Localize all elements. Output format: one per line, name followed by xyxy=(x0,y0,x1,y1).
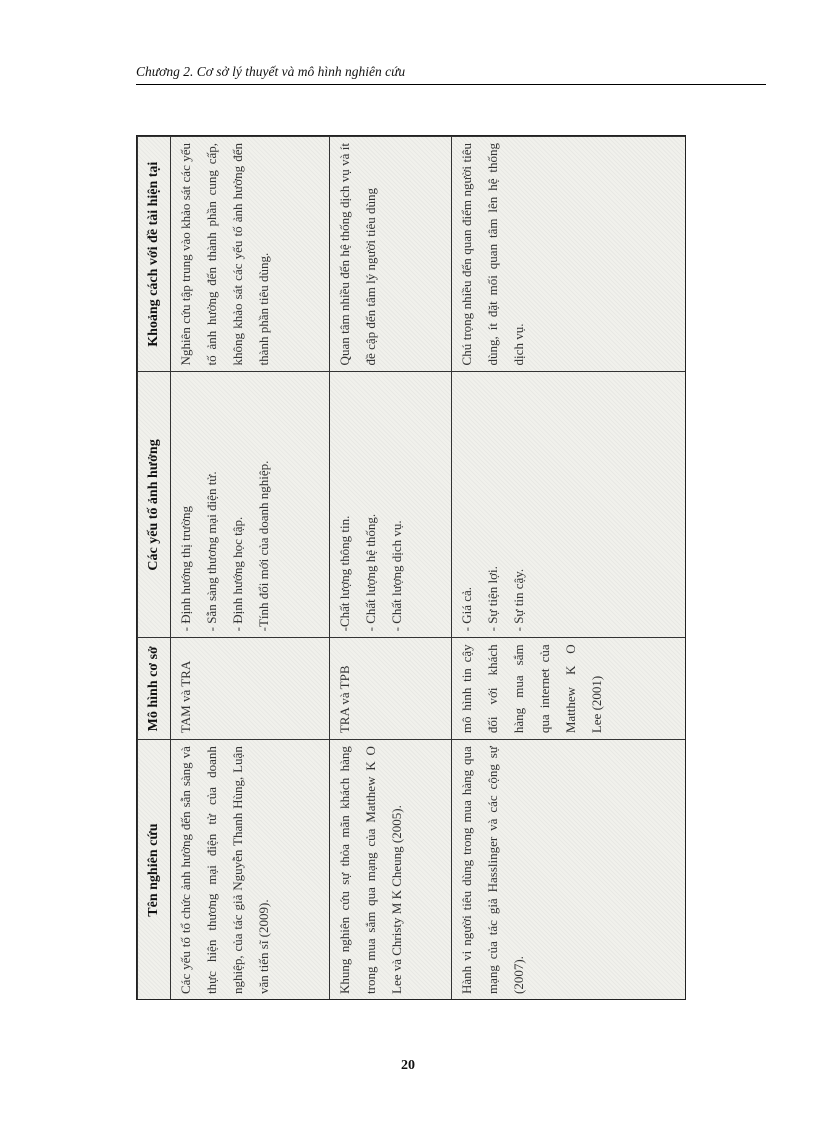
cell-base-model: mô hình tin cậy đối với khách hàng mua sắm qua internet của Matthew K O Lee (2001) xyxy=(451,638,686,740)
factor-item: - Định hướng học tập. xyxy=(230,516,245,632)
cell-factors xyxy=(451,372,686,638)
page-number: 20 xyxy=(401,1058,415,1073)
factor-item: -Tính đổi mới của doanh nghiệp. xyxy=(256,460,271,632)
literature-review-table xyxy=(137,136,686,1000)
table-row xyxy=(330,137,451,1001)
factor-item: -Chất lượng thông tin. xyxy=(337,515,353,632)
cell-base-model: TAM và TRA xyxy=(171,638,330,740)
factor-item: - Chất lượng dịch vụ. xyxy=(389,520,405,632)
table-header-row xyxy=(138,137,171,1001)
factor-item: - Chất lượng hệ thống. xyxy=(363,513,379,632)
column-header-gap: Khoảng cách với đề tài hiện tại xyxy=(138,137,171,372)
cell-gap: Chú trọng nhiều đến quan điểm người tiêu dùng, ít đặt mối quan tâm lên hệ thống dịch vụ. xyxy=(451,137,686,372)
rotated-table-wrapper xyxy=(137,136,686,1000)
column-header-base-model: Mô hình cơ sở xyxy=(138,638,171,740)
cell-gap: Quan tâm nhiều đến hệ thống dịch vụ và ít đề cập đến tâm lý người tiêu dùng xyxy=(330,137,451,372)
column-header-study-name: Tên nghiên cứu xyxy=(138,740,171,1000)
factor-item: - Sự tin cậy. xyxy=(510,568,526,632)
factor-item: - Giá cả. xyxy=(458,586,474,632)
page-header: Chương 2. Cơ sở lý thuyết và mô hình nghiên cứu xyxy=(136,64,766,85)
factor-item: - Sự tiện lợi. xyxy=(484,566,500,632)
cell-base-model: TRA và TPB xyxy=(330,638,451,740)
factor-item: - Sẵn sàng thương mại điện tử. xyxy=(204,471,219,632)
cell-factors xyxy=(171,372,330,638)
cell-study-name: Các yếu tố tổ chức ảnh hưởng đến sẵn sàng và thực hiện thương mại điện tử của doanh nghiệp, của tác giả Nguyễn Thanh Hùng, Luận văn tiến sĩ (2009). xyxy=(171,740,330,1000)
factor-item: - Định hướng thị trường xyxy=(178,506,193,632)
cell-study-name: Hành vi người tiêu dùng trong mua hàng qua mạng của tác giả Hasslinger và các cộng sự (2007). xyxy=(451,740,686,1000)
cell-study-name: Khung nghiên cứu sự thỏa mãn khách hàng trong mua sắm qua mạng của Matthew K O Lee và Christy M K Cheung (2005). xyxy=(330,740,451,1000)
column-header-factors: Các yếu tố ảnh hưởng xyxy=(138,372,171,638)
table-row xyxy=(451,137,686,1001)
cell-gap: Nghiên cứu tập trung vào khảo sát các yếu tố ảnh hưởng đến thành phần cung cấp, không khảo sát các yếu tố ảnh hưởng đến thành phần tiêu dùng. xyxy=(171,137,330,372)
literature-review-table-frame xyxy=(136,135,686,1000)
cell-factors xyxy=(330,372,451,638)
table-row xyxy=(171,137,330,1001)
